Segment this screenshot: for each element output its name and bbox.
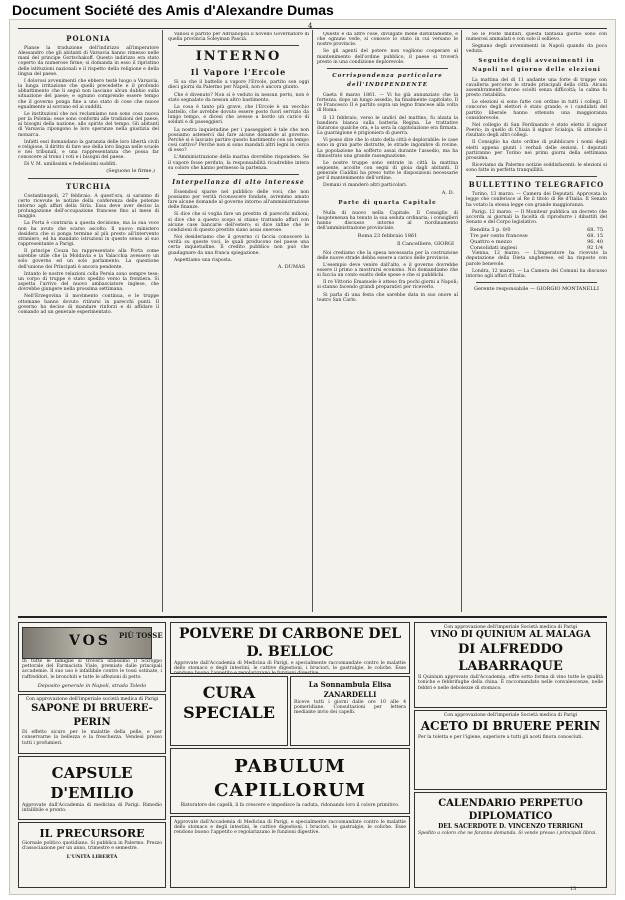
ad-soap — [18, 694, 166, 754]
page-number: 4 — [308, 22, 313, 30]
article-title: Il Vapore l'Ercole — [190, 67, 287, 78]
signature: (Seguono le firme.) — [106, 168, 155, 175]
exchange-value: 96. 40 — [587, 239, 603, 246]
paragraph: Intanto le nostre relazioni colla Persia sono sempre tese; un corpo di truppe è stato spedito verso la frontiera. Si aspetta l'arrivo del nuovo ambasciatore inglese, che dovrebbe giungere nella prossima settimana. — [18, 271, 159, 293]
ad-text: Approvate dall'Accademia di Medicina di Parigi, e specialmente raccomandate contro le malattie dello stomaco e degli intestini, le cattive digestioni, i bruciori, le gastralgie, le coliche. Esse rendono buono l'appetito e regolarizzano le funzioni digestive. — [174, 661, 406, 674]
paragraph: Aspettiamo una risposta. — [174, 257, 233, 263]
ad-text: Riceve tutti i giorni dalle ore 10 alle 4 pomeridiane. Consultazioni per lettera mediante invio dei capelli. — [294, 700, 406, 716]
paragraph: Il re Vittorio Emanuele è atteso fra pochi giorni a Napoli; si stanno facendo grandi preparativi per riceverlo. — [317, 280, 458, 291]
paragraph: Nell'Erzegovina il movimento continua, e le truppe ottomane hanno dovuto ritirarsi in parecchi punti. Il governo ha deciso di mandare rinforzi e di affidare il comando ad un generale esperimentato. — [18, 294, 159, 315]
section-heading-polonia: POLONIA — [66, 34, 111, 43]
ad-text: Ristoratore dei capelli, li fa crescere e impedisce la caduta, ridonando loro il colore primitivo. — [180, 803, 400, 808]
paragraph: Riceviamo da Palermo notizie soddisfacenti: le elezioni si sono fatte in perfetta tranquillità. — [466, 162, 607, 174]
exchange-label: Tre per cento francese — [470, 233, 528, 240]
ad-text: Spedito a coloro che ne faranno domanda. Si vende presso i principali librai. — [418, 831, 597, 836]
ad-capsules — [18, 756, 166, 820]
paragraph: Nel collegio di San Ferdinando è stato eletto il signor Poerio; in quello di Chiaia il signor Scialoja. Si attende il risultato degli altri collegi. — [466, 122, 607, 139]
ad-title: CAPSULE D'EMILIO — [50, 764, 134, 802]
ad-text: Approvate dall'Accademia di Medicina di Parigi, e specialmente raccomandate contro le malattie dello stomaco e degli intestini, le cattive digestioni, i bruciori, le gastralgie, le coliche. Esse rendono buono l'appetito e regolarizzano le funzioni digestive. — [174, 820, 406, 836]
paragraph: Londra, 12 marzo. — La Camera dei Comuni ha discusso intorno agli affari d'Italia. — [466, 268, 607, 279]
newspaper-page-scan — [10, 20, 615, 894]
article-title: Seguito degli avvenimenti in Napoli nel giorno delle elezioni — [472, 57, 601, 73]
ad-text: Di effetto sicuro per le malattie della pelle, e per conservarne la bellezza e la freschezza. Vendesi presso tutti i profumieri. — [22, 730, 162, 746]
paragraph: Vi posso dire che lo stato della città è deplorabile: le case sono in gran parte distrutte, le strade ingombre di rovine. La popolazione ha sofferto assai durante l'assedio, ma ha dimostrato una grande rassegnazione. — [317, 138, 458, 159]
exchange-value: 68. 75 — [587, 227, 603, 234]
column-4 — [466, 32, 607, 612]
ad-subtitle: VINO DI QUINIUM AL MALAGA — [430, 630, 591, 641]
ad-text: Approvate dall'Accademia di medicina di Parigi. Rimedio infallibile e pronto. — [22, 803, 162, 814]
ad-title: ACETO DI BRUERE PERIN — [420, 719, 601, 734]
divider — [178, 174, 299, 175]
paragraph: Costantinopoli, 27 febbraio. A quest'ora, si saranno di certo ricevute le notizie della conferenza delle potenze intorno agli affari della Siria. Essa deve aver deciso la prolungazione dell'occupazione francese fino al mese di maggio. — [18, 193, 159, 220]
ad-calendar — [414, 792, 607, 888]
paragraph: Le nostre truppe sono entrate in città la mattina seguente, accolte con segni di gioia dagli abitanti. Il generale Cialdini ha preso tutte le disposizioni necessarie per il mantenimento dell'ordine. — [317, 160, 458, 182]
ad-text: Giornale politico quotidiano. Si pubblica in Palermo. Prezzo d'associazione per un anno, trimestre e semestre. — [22, 841, 162, 852]
divider — [476, 282, 597, 283]
signature: A. D. — [441, 189, 454, 196]
paragraph: Si parla di una festa che sarebbe data in suo onore al teatro San Carlo. — [317, 292, 458, 303]
paragraph: Che è divenuto? Non si è veduto in nessun porto, non è stato segnalato da nessun altro bastimento. — [168, 92, 309, 103]
paragraph: Il principe Couza ha rappresentato alla Porta come sarebbe utile che la Moldavia e la Valacchia avessero un solo governo ed un solo parlamento. La questione dell'unione dei Principati è ancora pendente. — [18, 249, 159, 270]
exchange-value: 92 1/4 — [587, 245, 603, 252]
divider — [178, 45, 299, 46]
exchange-value: 68. 15 — [587, 233, 603, 240]
paragraph: Segnano degli avvenimenti in Napoli quando da poca veduta. — [466, 44, 607, 55]
paragraph: Pianse la traduzione dell'indirizzo all'imperatore Alessandro che gli abitanti di Varsavia hanno rimesso nelle mani del principe Gortschakoff. Questo indirizzo era stato coperto da numerose firme; si domanda in esso il ripristino delle istituzioni nazionali e il rispetto della religione e della lingua del paese. — [18, 46, 159, 77]
article-title: Parte di quarta Capitale — [338, 199, 437, 206]
advert-divider — [18, 616, 607, 618]
ad-text: In tutte le famiglie si troverà utilissimo il Sciroppo pettorale del Farmacista Viale, premiato dalle principali accademie. Il suo uso è infallibile contro le tossi ostinate, i raffreddori, le bronchiti e tutte le affezioni di petto. — [22, 659, 162, 680]
ad-subtitle: DEL SACERDOTE D. VINCENZO TERRIGNI — [438, 823, 583, 830]
paragraph: Questo e da altre cose, divulgate mene distintamente, e che ognuno vede, si conosce lo stato in cui versano le nostre provincie. — [317, 32, 458, 48]
column-2 — [168, 32, 309, 612]
paragraph: La nostra inquietudine per i passeggieri è tale che non possiamo astenerci dal fare alcune domande al governo. Perchè si è lasciato partire questo bastimento con un tempo così cattivo? Perchè non si sono mandati altri legni in cerca di esso? — [168, 127, 309, 154]
ad-caption: L'UNITÀ LIBERTÀ — [66, 854, 118, 861]
paragraph: Parigi, 12 marzo. — Il Moniteur pubblica un decreto che accorda ai giornali la facoltà di riprodurre i dibattiti del Senato e del Corpo legislativo. — [466, 209, 607, 226]
column-rule — [461, 30, 462, 612]
signature: Il Cancelliere, GIORGI — [396, 241, 454, 248]
column-rule — [312, 30, 313, 612]
ad-caption: Deposito generale in Napoli, strada Toledo — [37, 683, 147, 689]
column-3 — [317, 32, 458, 612]
paragraph: Vienna, 12 marzo. — L'Imperatore ha ricevuto la deputazione della Dieta ungherese, ed ha risposto con parole benevole. — [466, 251, 607, 267]
article-title: Interpellanza di alto interesse — [172, 178, 305, 186]
section-heading-interno: INTERNO — [195, 49, 282, 65]
paragraph: Le elezioni si sono fatte con ordine in tutti i collegi. Il concorso degli elettori è stato grande, e i candidati del partito liberale hanno ottenuto una maggioranza considerevole. — [466, 100, 607, 121]
dateline: Roma 23 febbraio 1861 — [357, 233, 418, 240]
paragraph: Se le Poste militari, questa fantasia giorno sono con numerosi ammalati e con solo il sollievo. — [466, 32, 607, 43]
ad-hair-restorer — [170, 748, 410, 814]
ad-sleepwalker — [290, 676, 410, 746]
paragraph: Torino, 13 marzo. — Camera dei Deputati. Approvata la legge che conferisce al Re il titolo di Re d'Italia. Il Senato ha votato la stessa legge con grande maggioranza. — [466, 192, 607, 208]
ad-banner-word: VOS — [69, 633, 111, 649]
paragraph: La cosa è tanto più grave, che l'Ercole è un vecchio battello, che avrebbe dovuto essere posto fuori servizio da lungo tempo, e dicesi che avesse a bordo un carico di soldati e di passeggieri. — [168, 104, 309, 126]
ad-title: PABULUM CAPILLORUM — [214, 756, 366, 801]
paragraph: Noi desideriamo che il governo ci faccia conoscere la verità su queste voci, le quali producono nel paese una certa inquietudine. Il credito pubblico non può che guadagnare da una franca spiegazione. — [168, 235, 309, 256]
paragraph: La mattina del dì 11 andante una forte di truppe con cavalleria percorse le strade principali della città. Alcuni assembramenti furono sciolti senza difficoltà; la calma fu presto ristabilita. — [466, 77, 607, 99]
paragraph: Si sa che il battello a vapore l'Ercole, partito son oggi dieci giorni da Palermo per Napoli, non è ancora giunto. — [168, 80, 309, 91]
ad-title: La Sonnambula Elisa ZANARDELLI — [308, 680, 392, 699]
section-heading-bulletin: BULLETTINO TELEGRAFICO — [468, 180, 605, 190]
paragraph: Le instituzioni che noi reclamiamo non sono cosa nuova per la Polonia: esse sono conformi alle tradizioni del paese, ai bisogni della nazione, allo spirito del tempo. Gli abitanti di Varsavia ripongono le loro speranze nella giustizia del monarca. — [18, 111, 159, 138]
site-title: Document Société des Amis d'Alexandre Dumas — [12, 2, 334, 18]
paragraph: Infatti essi domandano la garanzia delle loro libertà civili e religiose, il diritto di fare uso della loro lingua nelle scuole e nei tribunali, e una rappresentanza che possa far conoscere al trono i voti e i bisogni del paese. — [18, 139, 159, 161]
paragraph: Il 13 febbraio, verso le undici del mattino, fu alzata la bandiera bianca sulla batteria Regina. Le trattative durarono qualche ora, e la sera la capitolazione era firmata. La guarnigione è prigioniera di guerra. — [317, 115, 458, 137]
ad-newspaper — [18, 822, 166, 888]
ad-title: SAPONE DI BRUERE-PERIN — [31, 703, 153, 729]
paragraph: I dolorosi avvenimenti che ebbero testè luogo a Varsavia, la lunga irritazione che quelli precedette e il profondo abbattimento che li seguì non lasciano alcun dubbio sulla situazione del paese; e ognuno comprende essere tempo che il governo ponga fine a uno stato di cose che nuoce egualmente al sovrano ed ai sudditi. — [18, 78, 159, 110]
paragraph: Vanosi e partito per Adrianopoli il novello Governatore di quella provincia Soleyman Pascià. — [168, 32, 309, 43]
ad-title: IL PRECURSORE — [39, 827, 145, 840]
exchange-table — [466, 227, 607, 251]
paragraph: Nulla di nuovo nella Capitale. Il Consiglio di luogotenenza ha tenuto la sua seduta ordinaria; i consiglieri hanno discusso intorno al riordinamento dell'amministrazione provinciale. — [317, 210, 458, 232]
exchange-label: Consolidati inglesi — [470, 245, 517, 252]
ad-approval: Con approvazione dell'imperiale Società medica di Parigi — [443, 625, 578, 630]
ad-special-cure — [170, 676, 288, 746]
ad-misc — [170, 816, 410, 888]
paragraph: Essendosi sparse nel pubblico delle voci, che non possiamo per verità riconoscere fondate, avremmo amato fare alcune domande al governo intorno all'amministrazione delle finanze. — [168, 189, 309, 211]
paragraph: Gaeta 8 marzo 1861. — Vi ho già annunziato che la fortezza, dopo un lungo assedio, ha finalmente capitolato. Il re Francesco II è partito sopra un legno francese alla volta di Roma. — [317, 92, 458, 114]
divider — [327, 68, 448, 69]
ad-charcoal-powder — [170, 622, 410, 674]
divider — [28, 178, 149, 179]
ad-title: POLVERE DI CARBONE DEL D. BELLOC — [178, 626, 402, 660]
section-heading-turchia: TURCHIA — [65, 181, 112, 191]
ad-text: Per la toletta e per l'igiene, superiore a tutti gli aceti finora conosciuti. — [418, 735, 583, 741]
ad-cough-syrup — [18, 622, 166, 692]
paragraph: Il Consiglio ha dato ordine di pubblicare i nomi degli eletti appena giunti i verbali delle sezioni. I deputati partiranno per Torino nei primi giorni della settimana prossima. — [466, 140, 607, 161]
ad-title: CALENDARIO PERPETUO DIPLOMATICO — [438, 798, 583, 822]
paragraph: Si dice che si voglia fare un prestito di parecchi milioni; si dice che a questo scopo si stiano trattando affari con alcune case bancarie dell'estero; si dice infine che le condizioni di questo prestito siano assai onerose. — [168, 212, 309, 233]
ad-approval: Con approvazione dell'imperiale società medica di Parigi — [25, 697, 159, 702]
exchange-label: Quattro e mezzo — [470, 239, 512, 246]
ad-title: CURA SPECIALE — [183, 683, 275, 722]
exchange-label: Rendita 3 p. 0/0 — [470, 227, 511, 234]
paragraph: L'esempio deve venire dall'alto, e il governo dovrebbe essere il primo a mostrarsi economo. Noi domandiamo che si faccia un conto esatto delle spese e che si pubblichi. — [317, 262, 458, 279]
ad-headline: PIÙ TOSSE — [119, 631, 163, 640]
column-rule — [162, 30, 163, 612]
top-rule — [18, 28, 607, 29]
paragraph: L'Amministrazione della marina dovrebbe rispondere. Se il vapore fosse perduto, la responsabilità ricadrebbe intera su coloro che hanno permesso la partenza. — [168, 155, 309, 171]
paragraph: Domani vi manderò altri particolari. — [323, 183, 408, 189]
ad-title: DI ALFREDDO LABARRAQUE — [458, 642, 563, 675]
divider — [476, 176, 597, 177]
footer-number: 13 — [570, 886, 577, 892]
paragraph: La Porta è contraria a questa decisione, ma la sua voce non ha avuto che scarso ascolto. Il nuovo ministero desidera che si ponga termine al più presto all'intervento straniero, ed ha mandato istruzioni in questo senso al suo rappresentante a Parigi. — [18, 221, 159, 247]
signature: A. DUMAS — [277, 263, 305, 270]
ad-quinine-wine — [414, 622, 607, 708]
paragraph: Noi crediamo che la spesa necessaria per la costruzione delle nuove strade debba essere a carico delle provincie. — [317, 250, 458, 261]
ad-vinegar — [414, 710, 607, 790]
section-heading-correspondence: Corrispondenza particolare dell'INDIPENDENTE — [332, 72, 443, 88]
publisher-line: Gerente responsabile — GIORGIO MONTANELLI — [474, 286, 599, 292]
column-1 — [18, 32, 159, 612]
ad-approval: Con approvazione dell'imperiale Società medica di Parigi — [443, 713, 578, 718]
paragraph: Di V. M. umilissimi e fedelissimi sudditi. — [24, 162, 117, 168]
paragraph: Se gli agenti del potere non vogliono cooperare al mantenimento dell'ordine pubblico, il paese si troverà presto in una condizione deplorevole. — [317, 49, 458, 65]
ad-text: Il Quinium approvato dall'Accademia, offre sotto forma di vino tutte le qualità toniche e febbrifughe della china. È raccomandato nelle convalescenze, nelle febbri e nelle debolezze di stomaco. — [418, 675, 603, 691]
